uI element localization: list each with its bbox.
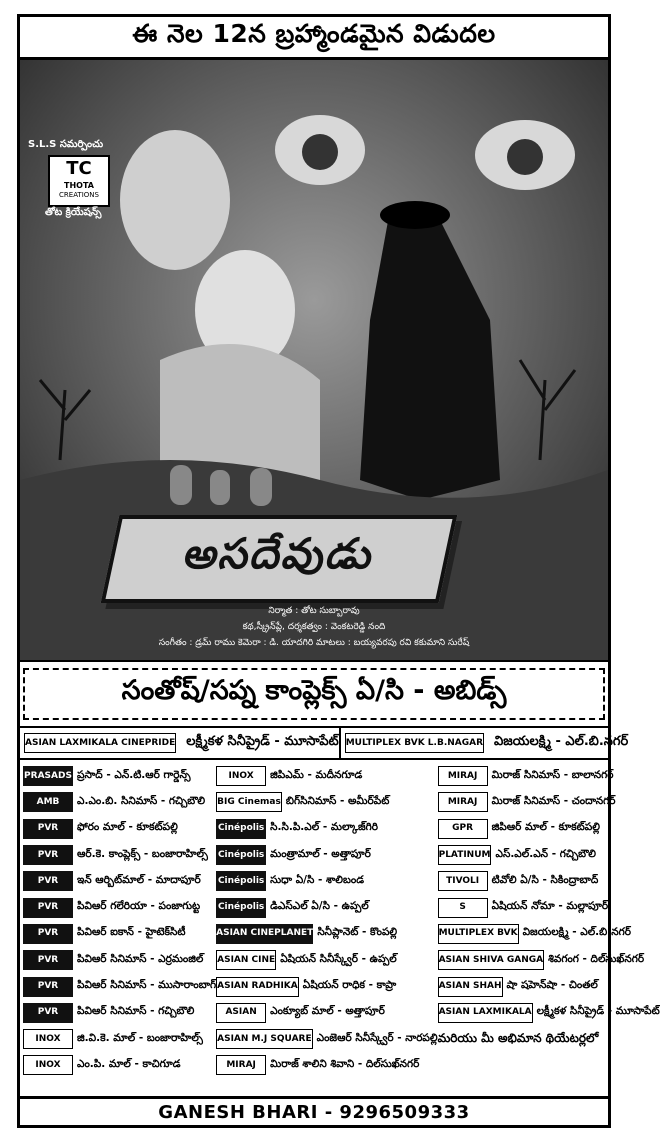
theater-logo: GPR <box>438 819 488 839</box>
theater-name: మిరాజ్ సినిమాస్ - చందానగర్ <box>491 794 616 807</box>
theater-row <box>438 973 660 999</box>
theater-row-tail <box>438 1026 660 1052</box>
theater-logo: INOX <box>23 1029 73 1049</box>
theater-name: జిపిఎమ్ - మదీనగూడ <box>270 768 363 781</box>
theater-row <box>23 1026 216 1052</box>
ad-frame <box>17 14 660 1128</box>
theater-logo: ASIAN M.J SQUARE <box>216 1029 313 1049</box>
theater-row <box>216 894 437 920</box>
theater-row <box>438 763 660 789</box>
theater-row <box>23 763 216 789</box>
theater-name: లక్ష్మీకళ సినీప్రైడ్ - మూసాపేట్ <box>186 734 339 749</box>
theater-name: సుధా ఏ/సి - శాలిబండ <box>270 873 364 886</box>
other-theaters-note: మరియు మీ అభిమాన థియేటర్లలో <box>437 1030 599 1045</box>
theater-name: డిఎస్‌ఎల్ ఏ/సి - ఉప్పల్ <box>270 900 369 913</box>
theater-logo: PVR <box>23 871 73 891</box>
theater-name: ఇన్ ఆర్బిట్‌మాల్ - మాదాపూర్ <box>77 873 201 886</box>
theater-name: ఎ.ఎం.బి. సినిమాస్ - గచ్చిబౌలి <box>77 794 206 807</box>
theater-logo: ASIAN CINE <box>216 950 276 970</box>
theater-row <box>438 1000 660 1026</box>
footer-contact: GANESH BHARI - 9296509333 <box>20 1096 608 1125</box>
director-credit: కథ,స్క్రీన్‌ప్లే, దర్శకత్వం : వెంకటరెడ్డి నంది <box>242 622 386 632</box>
theater-name: మిరాజ్ సినిమాస్ - బాలానగర్ <box>491 768 614 781</box>
theater-logo: PVR <box>23 1003 73 1023</box>
theater-logo: ASIAN SHAH <box>438 977 503 997</box>
theater-name: మిరాజ్ శాలిని శివాని - దిల్‌సుఖ్‌నగర్ <box>270 1057 420 1070</box>
theater-row <box>216 816 437 842</box>
theater-name: సినీప్లానెట్ - కొంపల్లి <box>317 926 398 939</box>
theater-logo: MIRAJ <box>216 1055 266 1075</box>
theater-logo: PVR <box>23 977 73 997</box>
theater-logo: ASIAN SHIVA GANGA <box>438 950 544 970</box>
theater-row <box>216 763 437 789</box>
theater-logo: MIRAJ <box>438 766 488 786</box>
release-headline: ఈ నెల 12న బ్రహ్మాండమైన విడుదల <box>20 17 608 60</box>
theater-logo: PVR <box>23 845 73 865</box>
theater-name: ఏషియన్ సినీస్క్వేర్ - ఉప్పల్ <box>280 952 397 965</box>
production-logo <box>48 155 110 207</box>
theater-name: పివిఆర్ సినిమాస్ - గచ్చిబౌలి <box>77 1005 195 1018</box>
theater-name: ఏషియన్ నోమా - మల్లాపూర్ <box>491 900 609 913</box>
theater-row <box>216 973 437 999</box>
theater-row <box>23 1052 216 1078</box>
theater-logo: TIVOLI <box>438 871 488 891</box>
theater-column-2 <box>216 763 437 1079</box>
theater-row <box>438 894 660 920</box>
featured-theaters <box>20 726 629 760</box>
theater-row <box>23 894 216 920</box>
presenter-label: S.L.S సమర్పించు <box>28 139 104 150</box>
theater-name: ఎం.పి. మాల్ - కాచిగూడ <box>77 1057 181 1070</box>
theater-logo: Cinépolis <box>216 819 266 839</box>
theater-name: ఏషియన్ రాధిక - కాప్రా <box>302 979 397 992</box>
theater-logo: AMB <box>23 792 73 812</box>
theater-logo: S <box>438 898 488 918</box>
theater-row <box>216 921 437 947</box>
theater-row <box>438 789 660 815</box>
theater-name: టివోలి ఏ/సి - సికింద్రాబాద్ <box>491 873 599 886</box>
theater-row <box>216 1026 437 1052</box>
theater-row <box>23 1000 216 1026</box>
theater-name: సి.సి.పి.ఎల్ - మల్కాజ్‌గిరి <box>270 821 379 834</box>
theater-row <box>23 816 216 842</box>
theater-name: ఫోరం మాల్ - కూకట్‌పల్లి <box>77 821 178 834</box>
theater-row <box>216 947 437 973</box>
theater-logo: MULTIPLEX BVK L.B.NAGAR <box>345 733 484 753</box>
technician-credits: సంగీతం : డ్రమ్ రాము కెమెరా : డి. యాదగిరి మాటలు : బయ్యవరపు రవి కకుమాని సురేష్ <box>158 638 470 648</box>
theater-name: బిగ్‌సినిమాస్ - అమీర్‌పేట్ <box>285 794 390 807</box>
theater-logo: ASIAN <box>216 1003 266 1023</box>
theater-name: పివిఆర్ గలేరియా - పంజాగుట్ట <box>77 900 201 913</box>
producer-credit: నిర్మాత : తోట సుబ్బారావు <box>268 606 360 616</box>
theater-logo: Cinépolis <box>216 871 266 891</box>
theater-row <box>438 921 660 947</box>
theater-row <box>438 816 660 842</box>
theater-logo: ASIAN LAXMIKALA CINEPRIDE <box>24 733 176 753</box>
theater-column-1 <box>23 763 216 1079</box>
theater-name: మంత్రామాల్ - అత్తాపూర్ <box>270 847 371 860</box>
featured-theater <box>341 728 629 758</box>
theater-row <box>216 1000 437 1026</box>
theater-logo: MIRAJ <box>438 792 488 812</box>
banner-name: తోట క్రియేషన్స్ <box>45 207 102 218</box>
theater-logo: INOX <box>216 766 266 786</box>
movie-title: అసదేవుడు <box>101 515 458 603</box>
theater-name: ఎంక్యూబ్ మాల్ - అత్తాపూర్ <box>270 1005 385 1018</box>
theater-name: ప్రసాద్ - ఎన్.టి.ఆర్ గార్డెన్స్ <box>77 768 191 781</box>
theater-logo: PVR <box>23 924 73 944</box>
theater-row <box>438 842 660 868</box>
theater-logo: PLATINUM <box>438 845 492 865</box>
theater-name: ఎస్.ఎల్.ఎన్ - గచ్చిబౌలి <box>495 847 596 860</box>
featured-theater <box>20 728 341 758</box>
logo-sub: CREATIONS <box>59 191 99 199</box>
theater-row <box>216 789 437 815</box>
theater-logo: PRASADS <box>23 766 73 786</box>
theater-name: ఆర్.కె. కాంప్లెక్స్ - బంజారాహిల్స్ <box>77 847 208 860</box>
theater-logo: Cinépolis <box>216 845 266 865</box>
theater-row <box>438 868 660 894</box>
theater-row <box>23 789 216 815</box>
theater-row <box>23 973 216 999</box>
theater-logo: PVR <box>23 819 73 839</box>
main-complex: సంతోష్/సప్న కాంప్లెక్స్ ఏ/సి - అబిడ్స్ <box>23 668 605 720</box>
theater-name: శివగంగ - దిల్‌సుఖ్‌నగర్ <box>548 952 645 965</box>
theater-name: లక్ష్మీకళ సినీప్రైడ్ - మూసాపేట్ <box>536 1005 660 1018</box>
theater-row <box>23 868 216 894</box>
theater-row <box>216 868 437 894</box>
theater-logo: INOX <box>23 1055 73 1075</box>
theater-name: పివిఆర్ సినిమాస్ - ముసారాంబాగ్ <box>77 979 217 992</box>
theater-row <box>216 1052 437 1078</box>
theater-row <box>438 947 660 973</box>
theater-name: విజయలక్ష్మి - ఎల్.బి.నగర్ <box>522 926 631 939</box>
theater-row <box>23 842 216 868</box>
theater-logo: Cinépolis <box>216 898 266 918</box>
theater-list <box>20 763 660 1079</box>
theater-name: విజయలక్ష్మి - ఎల్.బి.నగర్ <box>494 734 629 749</box>
theater-logo: ASIAN CINEPLANET <box>216 924 313 944</box>
theater-name: జిపిఆర్ మాల్ - కూకట్‌పల్లి <box>491 821 600 834</box>
theater-name: షా షహెన్‌షా - చింతల్ <box>506 979 598 992</box>
logo-mark: TC <box>66 158 92 179</box>
theater-logo: PVR <box>23 898 73 918</box>
logo-text: THOTA <box>64 181 94 190</box>
theater-logo: BIG Cinemas <box>216 792 282 812</box>
theater-name: పివిఆర్ సినిమాస్ - ఎర్రమంజిల్ <box>77 952 204 965</box>
theater-logo: ASIAN RADHIKA <box>216 977 299 997</box>
theater-column-3 <box>438 763 660 1079</box>
theater-logo: ASIAN LAXMIKALA <box>438 1003 533 1023</box>
theater-logo: MULTIPLEX BVK <box>438 924 519 944</box>
movie-poster <box>20 60 608 662</box>
theater-row <box>23 921 216 947</box>
theater-logo: PVR <box>23 950 73 970</box>
theater-name: ఎంజెఆర్ సినీస్క్వేర్ - నారపల్లి <box>316 1031 438 1044</box>
theater-name: జి.వి.కె. మాల్ - బంజారాహిల్స్ <box>77 1031 203 1044</box>
theater-name: పివిఆర్ ఐకాన్ - హైటెక్‌సిటీ <box>77 926 186 939</box>
theater-row <box>216 842 437 868</box>
theater-row <box>23 947 216 973</box>
hero-face-icon <box>120 130 230 270</box>
